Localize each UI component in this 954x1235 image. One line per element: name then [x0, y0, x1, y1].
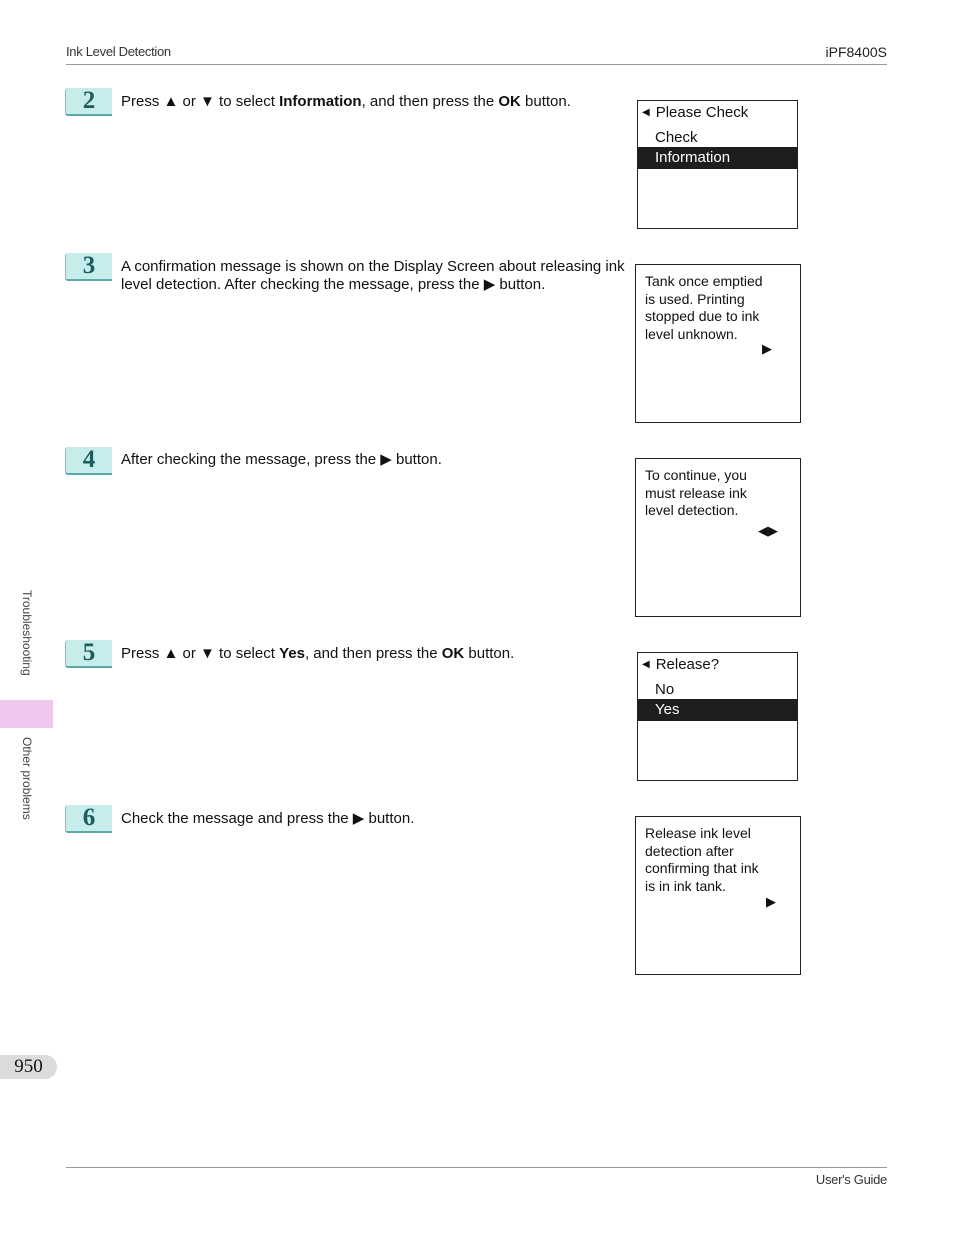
step-instruction: Press ▲ or ▼ to select Information, and then press the OK button.	[121, 93, 571, 110]
right-arrow-icon: ▶	[762, 341, 772, 356]
menu-item-yes-selected: Yes	[638, 699, 797, 721]
menu-item-no: No	[655, 681, 675, 698]
header-divider	[66, 64, 887, 65]
display-screen-message	[635, 264, 801, 423]
menu-item-information-selected: Information	[638, 147, 797, 169]
display-screen-menu	[637, 652, 798, 781]
running-header-section: Ink Level Detection	[66, 44, 171, 59]
side-chapter-tab	[0, 700, 53, 728]
step-instruction: A confirmation message is shown on the Display Screen about releasing ink level detection. After checking the message, press the ▶ button.	[121, 258, 625, 293]
menu-title: ◀ Release?	[642, 656, 720, 673]
step-instruction: Check the message and press the ▶ button.	[121, 810, 415, 827]
side-label-troubleshooting: Troubleshooting	[20, 590, 34, 676]
step-number-badge: 5	[65, 640, 112, 668]
menu-item-check: Check	[655, 129, 698, 146]
step-number-badge: 6	[65, 805, 112, 833]
footer-divider	[66, 1167, 887, 1168]
menu-title: ◀ Please Check	[642, 104, 749, 121]
step-number-badge: 3	[65, 253, 112, 281]
left-right-arrow-icon: ◀▶	[758, 523, 778, 538]
screen-message: Tank once emptied is used. Printing stopped due to ink level unknown.	[645, 273, 763, 342]
step-instruction: Press ▲ or ▼ to select Yes, and then press the OK button.	[121, 645, 515, 662]
page-number: 950	[0, 1055, 57, 1079]
back-arrow-icon: ◀	[642, 107, 650, 118]
back-arrow-icon: ◀	[642, 659, 650, 670]
step-number-badge: 2	[65, 88, 112, 116]
side-label-other-problems: Other problems	[20, 737, 34, 820]
step-instruction: After checking the message, press the ▶ button.	[121, 451, 442, 468]
screen-message: Release ink level detection after confirming that ink is in ink tank.	[645, 825, 759, 894]
step-number-badge: 4	[65, 447, 112, 475]
running-header-model: iPF8400S	[825, 44, 887, 60]
display-screen-message	[635, 458, 801, 617]
screen-message: To continue, you must release ink level detection.	[645, 467, 747, 518]
display-screen-message	[635, 816, 801, 975]
display-screen-menu	[637, 100, 798, 229]
right-arrow-icon: ▶	[766, 894, 776, 909]
footer-guide-title: User's Guide	[815, 1172, 887, 1187]
